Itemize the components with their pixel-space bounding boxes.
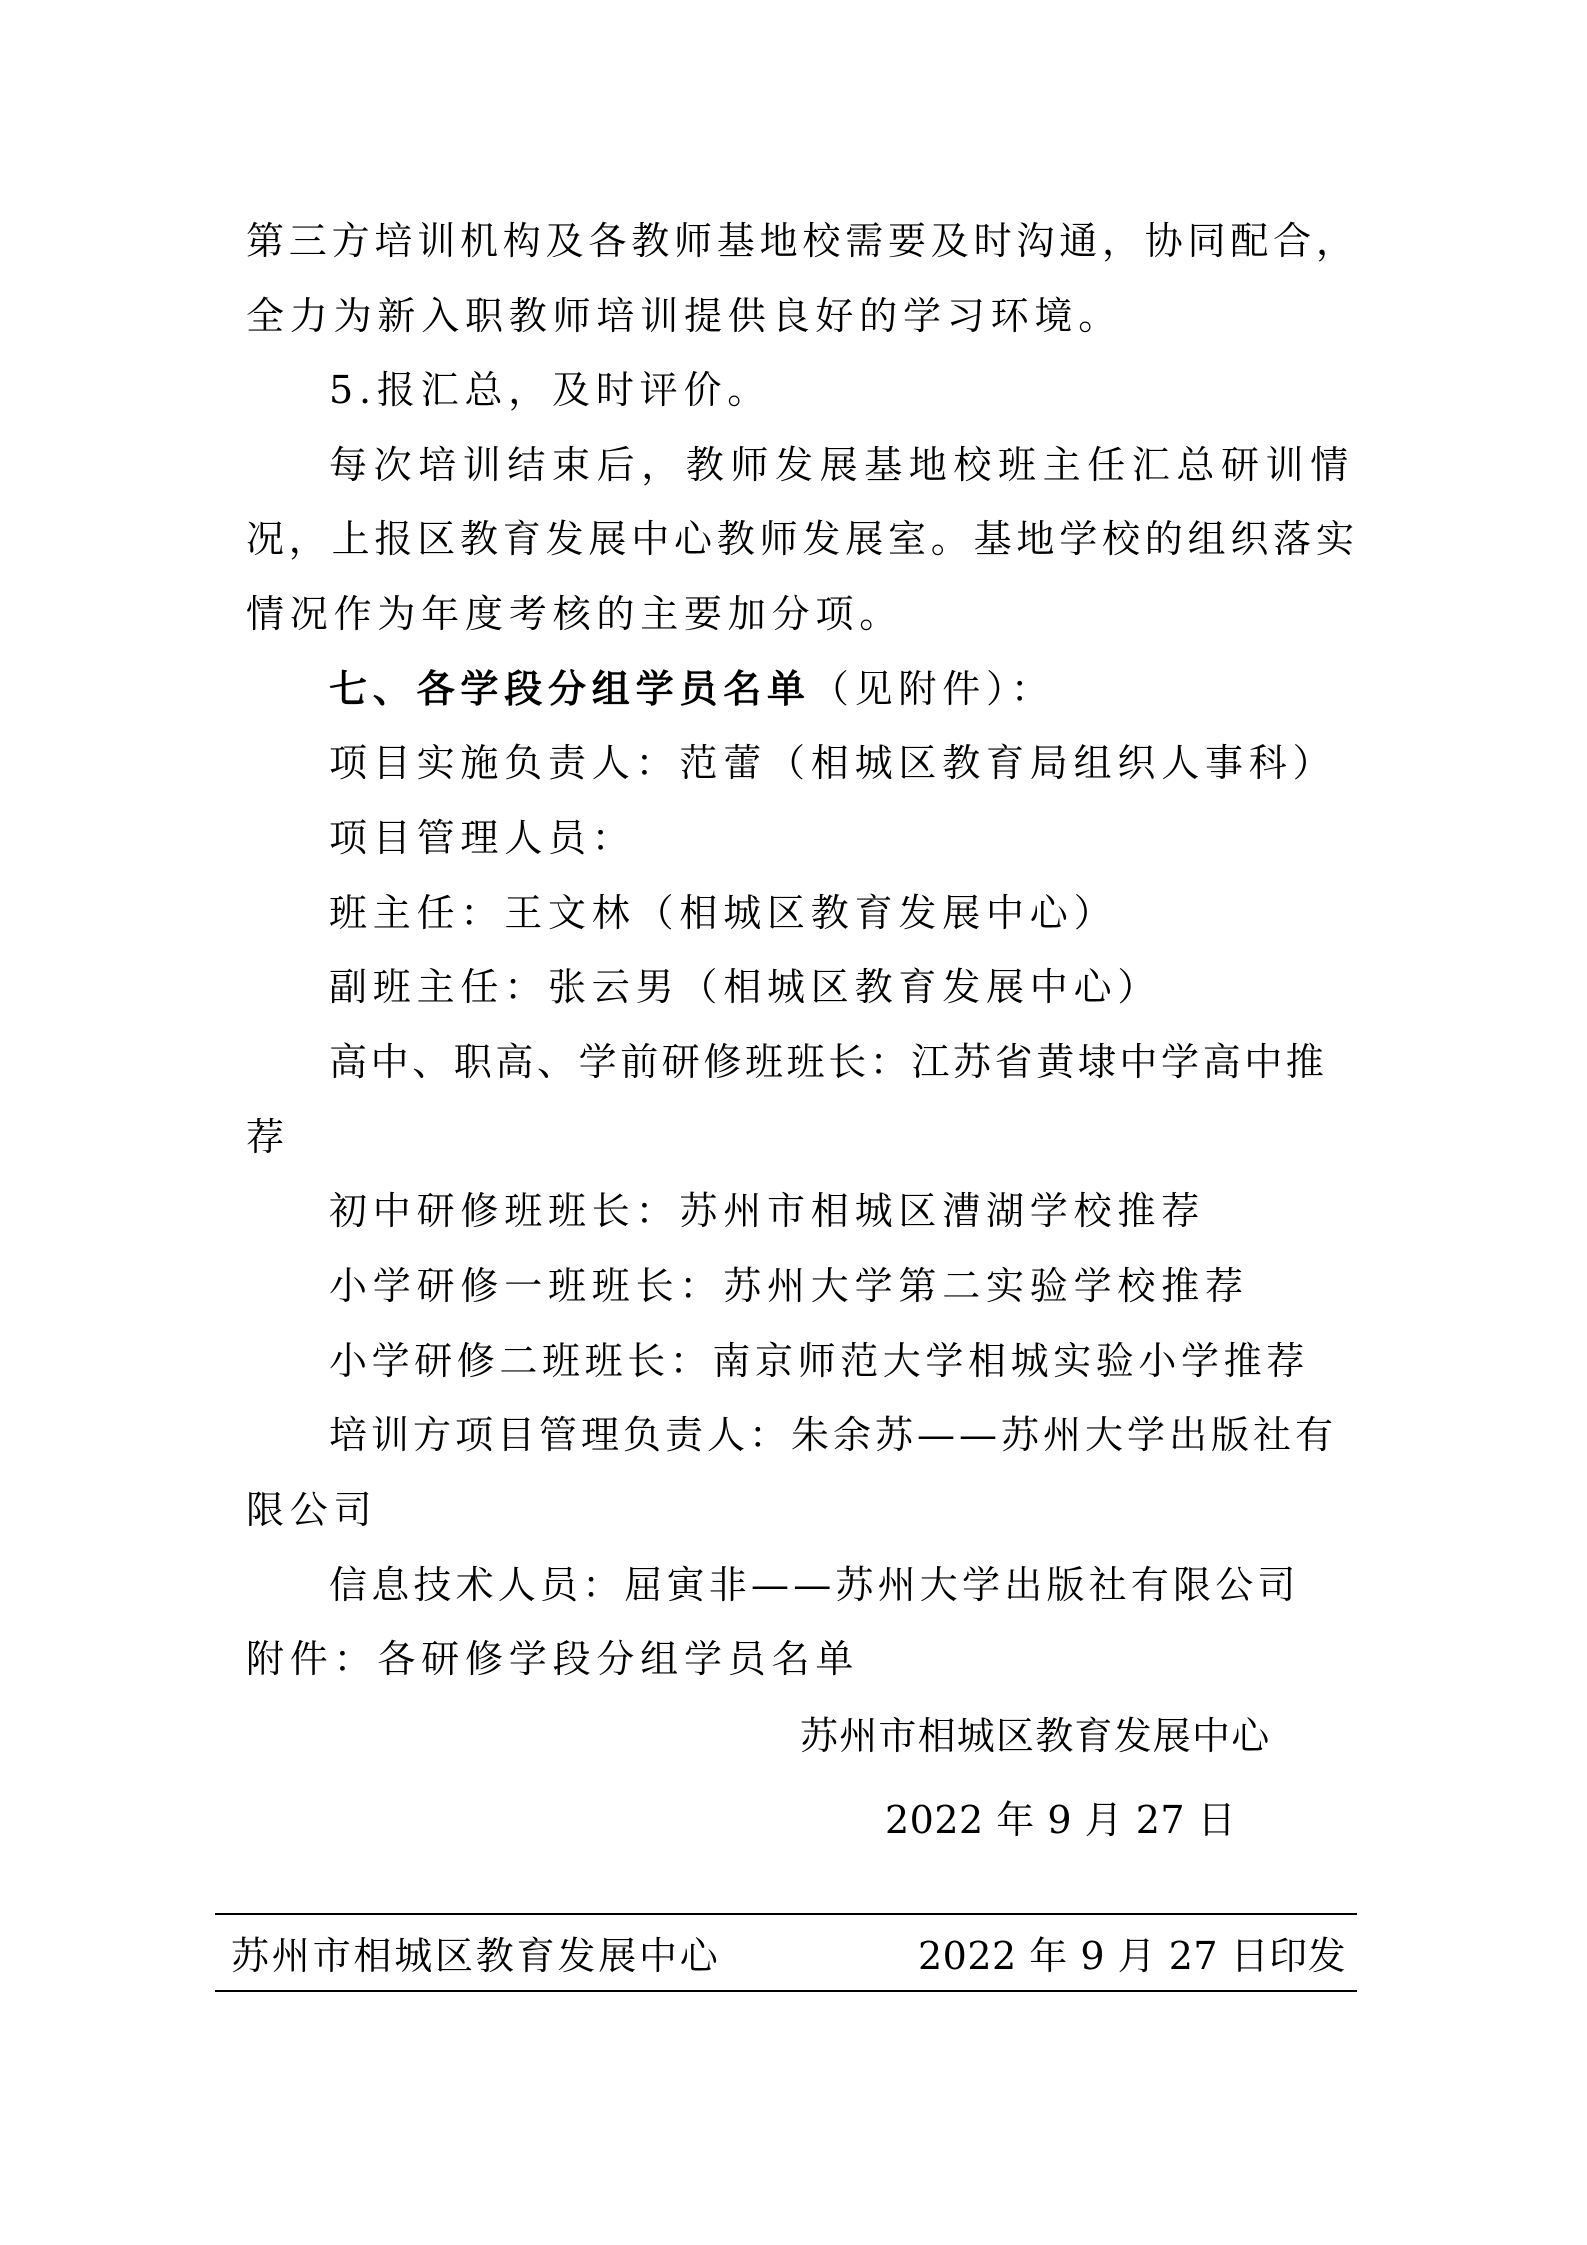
attachment-note: 附件：各研修学段分组学员名单: [246, 1637, 860, 1681]
footer-organization: 苏州市相城区教育发展中心: [231, 1934, 721, 1978]
footer-issue-date: 2022 年 9 月 27 日印发: [918, 1934, 1347, 1978]
section-7-note: （见附件）：: [810, 667, 1055, 711]
signature-organization: 苏州市相城区教育发展中心: [800, 1714, 1271, 1758]
paragraph-line: 情况作为年度考核的主要加分项。: [246, 592, 904, 636]
footer-top-rule: [215, 1913, 1357, 1915]
high-school-monitor: 高中、职高、学前研修班班长：江苏省黄埭中学高中推: [329, 1040, 1328, 1084]
trainer-manager-cont: 限公司: [246, 1488, 378, 1532]
paragraph-line: 第三方培训机构及各教师基地校需要及时沟通，协同配合，: [246, 219, 1354, 263]
it-staff: 信息技术人员：屈寅非——苏州大学出版社有限公司: [329, 1563, 1300, 1607]
paragraph-line: 每次培训结束后，教师发展基地校班主任汇总研训情: [329, 443, 1355, 487]
footer-bottom-rule: [215, 1990, 1357, 1992]
project-managers-label: 项目管理人员：: [329, 816, 636, 860]
head-teacher: 班主任：王文林（相城区教育发展中心）: [329, 891, 1118, 935]
item-5-heading: 5.报汇总，及时评价。: [329, 368, 772, 412]
middle-school-monitor: 初中研修班班长：苏州市相城区漕湖学校推荐: [329, 1189, 1206, 1233]
primary-class1-monitor: 小学研修一班班长：苏州大学第二实验学校推荐: [329, 1264, 1249, 1308]
primary-class2-monitor: 小学研修二班班长：南京师范大学相城实验小学推荐: [329, 1339, 1309, 1383]
paragraph-line: 况，上报区教育发展中心教师发展室。基地学校的组织落实: [246, 517, 1354, 561]
project-lead: 项目实施负责人：范蕾（相城区教育局组织人事科）: [329, 741, 1337, 785]
signature-date: 2022 年 9 月 27 日: [885, 1798, 1237, 1842]
high-school-monitor-cont: 荐: [246, 1115, 290, 1159]
deputy-head-teacher: 副班主任：张云男（相城区教育发展中心）: [329, 965, 1162, 1009]
section-7-title: 七、各学段分组学员名单: [329, 666, 811, 711]
trainer-manager: 培训方项目管理负责人：朱余苏——苏州大学出版社有: [329, 1413, 1338, 1457]
paragraph-line: 全力为新入职教师培训提供良好的学习环境。: [246, 294, 1123, 338]
section-7-heading: [329, 666, 1055, 712]
